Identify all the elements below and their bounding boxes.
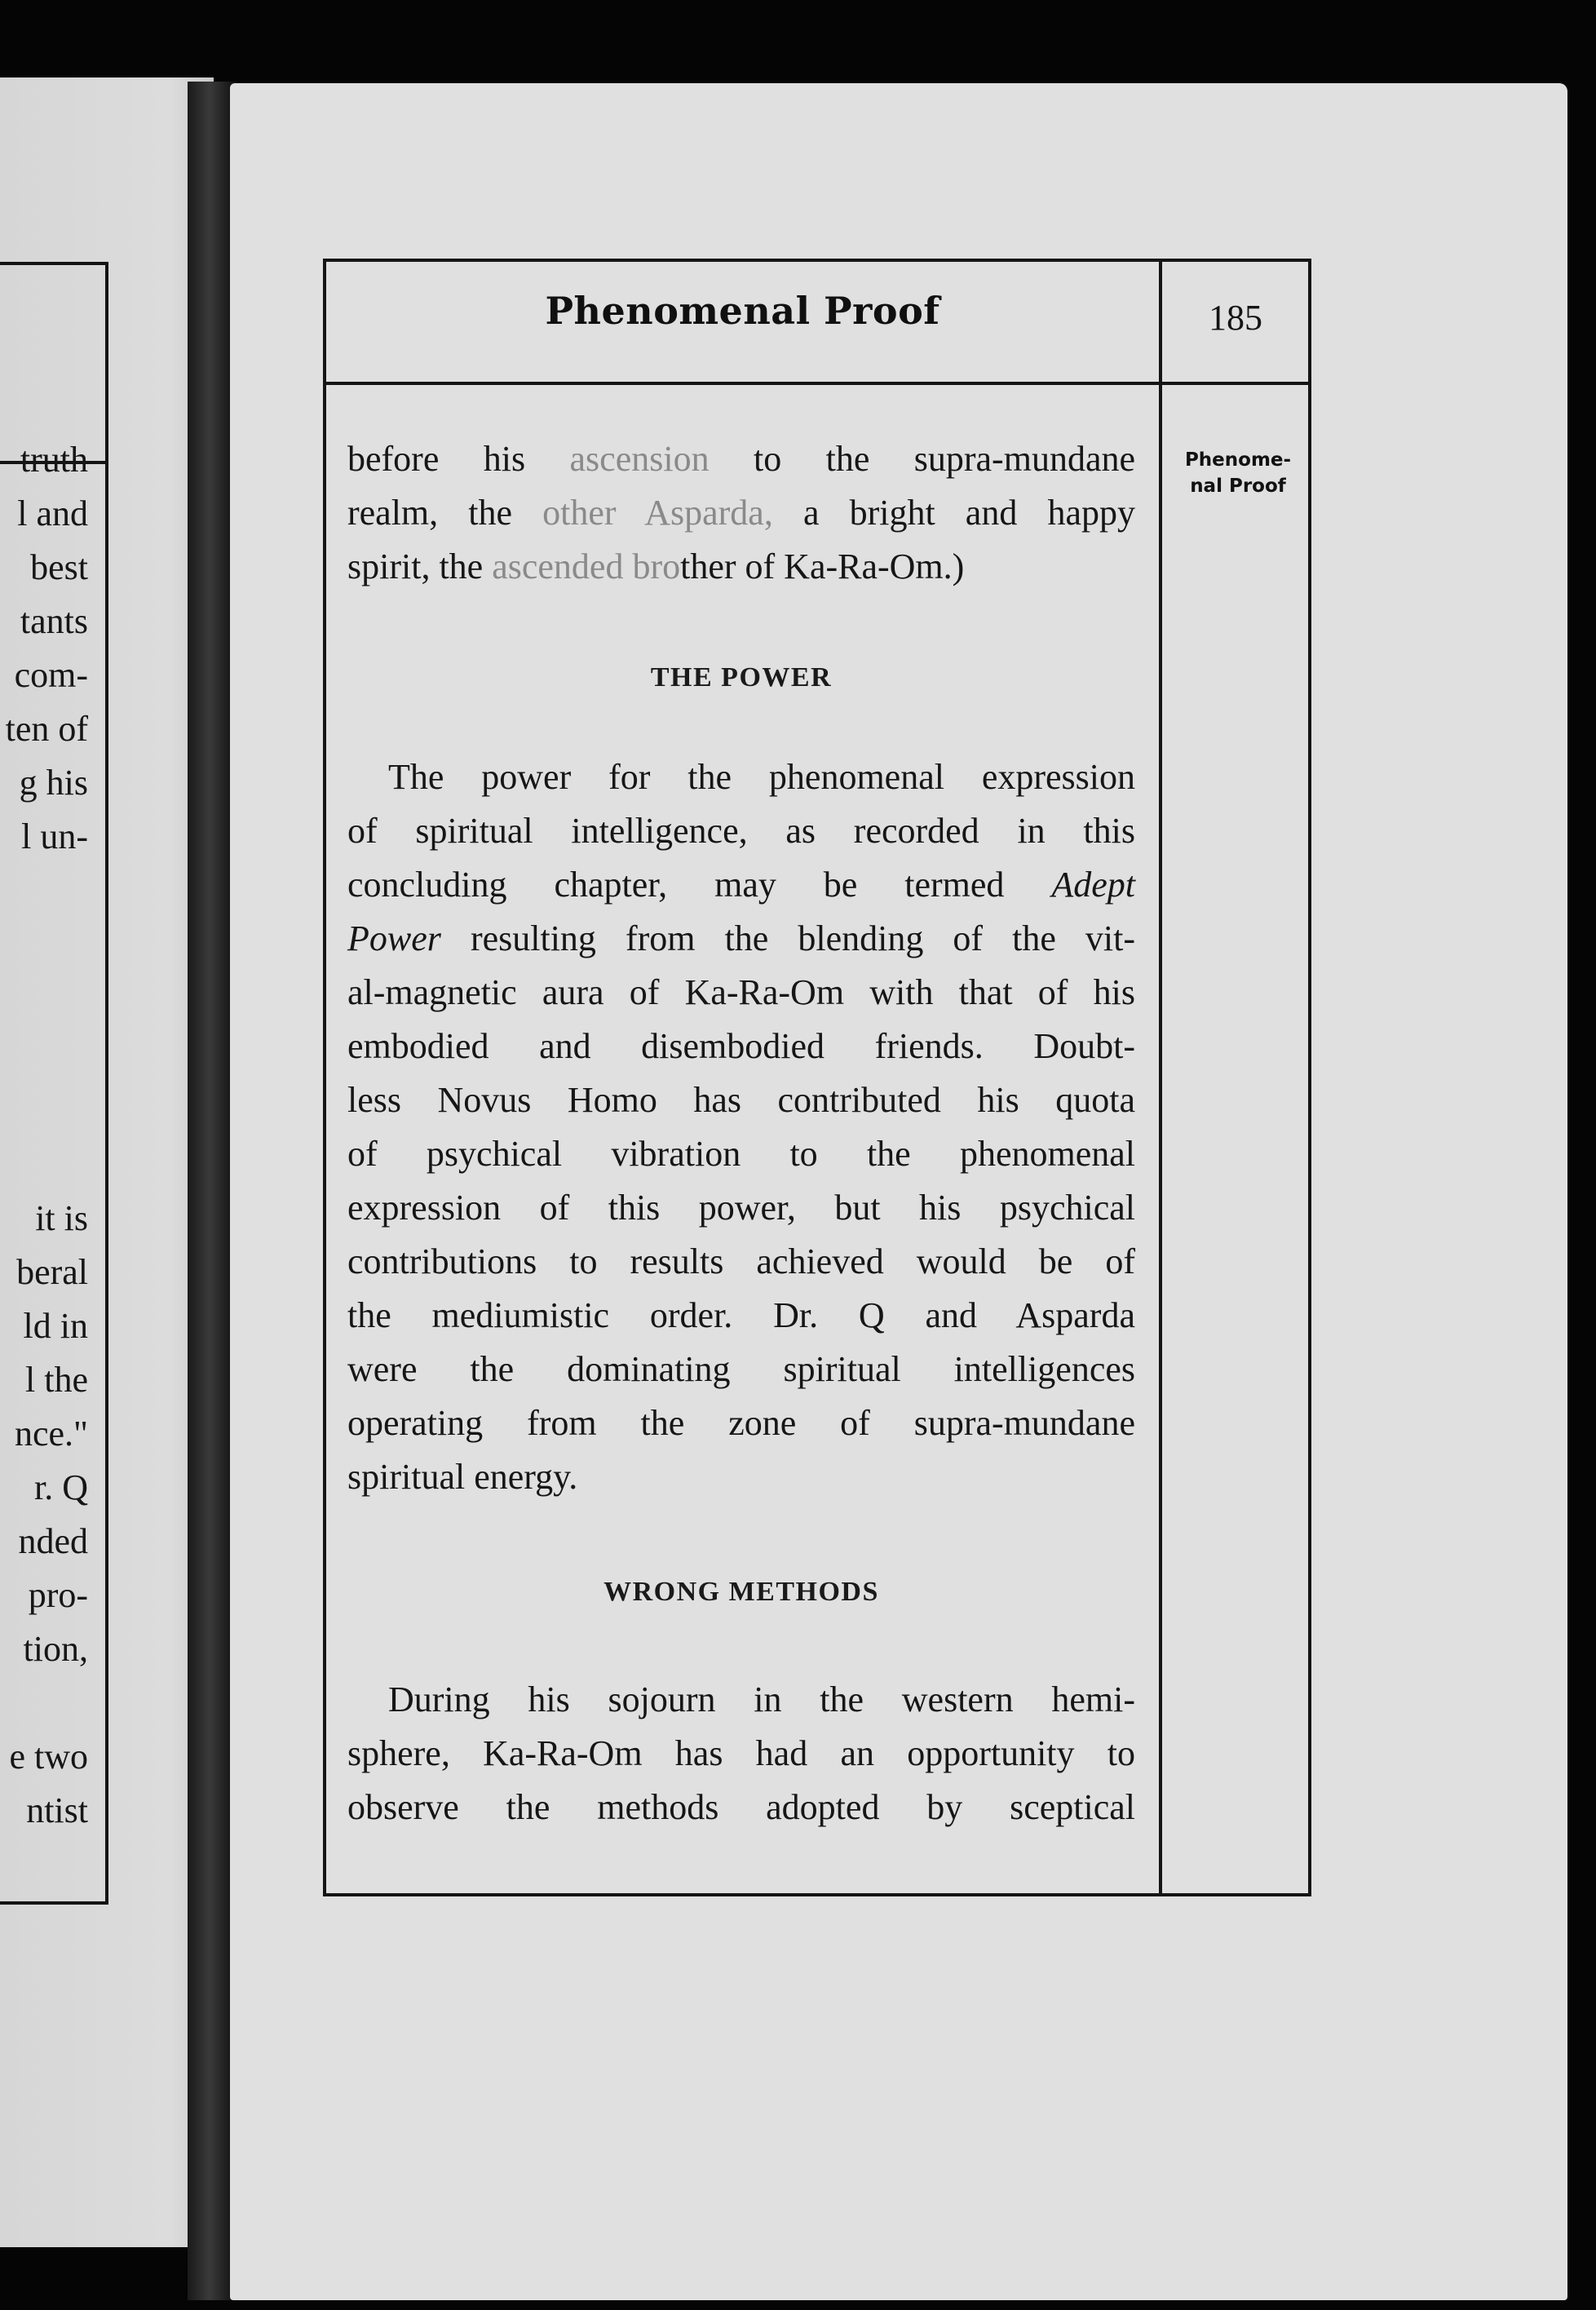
- running-title: Phenomenal Proof: [545, 289, 940, 333]
- faded-text: ascension: [569, 439, 710, 479]
- margin-note-line: Phenome-: [1184, 449, 1292, 471]
- facing-text-line: ld in: [23, 1306, 88, 1346]
- facing-text-line: beral: [16, 1252, 88, 1292]
- text-line: Power resulting from the blending of the vit-: [347, 918, 1136, 958]
- facing-text-line: ntist: [26, 1790, 88, 1830]
- section-heading-power: THE POWER: [650, 662, 833, 693]
- text-line: concluding chapter, may be termed Adept: [347, 865, 1136, 905]
- text-line: operating from the zone of supra-mundane: [347, 1403, 1135, 1443]
- facing-text-line: g his: [19, 763, 88, 803]
- text-line: realm, the other Asparda, a bright and happy: [347, 493, 1135, 533]
- italic-term: Power: [347, 918, 441, 958]
- facing-text-line: nded: [18, 1521, 88, 1561]
- text-line: of psychical vibration to the phenomenal: [347, 1134, 1135, 1174]
- text-line: embodied and disembodied friends. Doubt-: [347, 1026, 1135, 1066]
- margin-note-line: nal Proof: [1190, 476, 1286, 497]
- text-line: al-magnetic aura of Ka-Ra-Om with that of his: [347, 972, 1135, 1012]
- opening-paragraph: [347, 432, 1135, 594]
- facing-text-line: nce.": [14, 1414, 88, 1454]
- facing-text-line: it is: [35, 1198, 88, 1238]
- facing-text-line: com-: [14, 655, 88, 695]
- margin-column-divider: [1159, 259, 1162, 1896]
- power-paragraph: [347, 750, 1135, 1504]
- text-line: observe the methods adopted by sceptical: [347, 1787, 1135, 1827]
- text-line: The power for the phenomenal expression: [388, 757, 1135, 797]
- facing-text-line: l the: [25, 1360, 88, 1400]
- wrong-methods-paragraph: [347, 1673, 1135, 1834]
- text-line: before his ascension to the supra-mundane: [347, 439, 1135, 479]
- facing-page-left: [0, 77, 214, 2247]
- header-rule: [323, 382, 1311, 385]
- faded-text: ascended bro: [492, 547, 681, 586]
- facing-text-line: ten of: [5, 709, 88, 749]
- text-line: contributions to results achieved would be of: [347, 1241, 1135, 1281]
- margin-note: [1168, 447, 1308, 499]
- facing-text-line: truth: [20, 440, 88, 480]
- italic-term: Adept: [1051, 865, 1136, 905]
- facing-text-line: r. Q: [34, 1467, 88, 1507]
- text-line: sphere, Ka-Ra-Om has had an opportunity to: [347, 1733, 1135, 1773]
- facing-text-line: tants: [20, 601, 88, 641]
- text-line: less Novus Homo has contributed his quota: [347, 1080, 1135, 1120]
- faded-text: other Asparda,: [542, 493, 773, 533]
- section-heading-wrong-methods: WRONG METHODS: [603, 1577, 879, 1607]
- facing-text-line: tion,: [23, 1629, 88, 1669]
- page-number: 185: [1209, 298, 1262, 338]
- text-line: expression of this power, but his psychical: [347, 1188, 1135, 1228]
- facing-text-line: e two: [9, 1737, 88, 1777]
- facing-text-line: l and: [17, 493, 88, 533]
- facing-text-line: pro-: [28, 1575, 88, 1615]
- text-line: During his sojourn in the western hemi-: [388, 1679, 1135, 1719]
- facing-text-line: l un-: [21, 816, 88, 856]
- text-line: spiritual energy.: [347, 1457, 578, 1497]
- text-line: the mediumistic order. Dr. Q and Asparda: [347, 1295, 1135, 1335]
- text-line: spirit, the ascended brother of Ka-Ra-Om.): [347, 547, 965, 586]
- book-gutter: [188, 82, 237, 2300]
- text-line: were the dominating spiritual intelligences: [347, 1349, 1135, 1389]
- text-line: of spiritual intelligence, as recorded in this: [347, 811, 1135, 851]
- facing-text-line: best: [30, 547, 88, 587]
